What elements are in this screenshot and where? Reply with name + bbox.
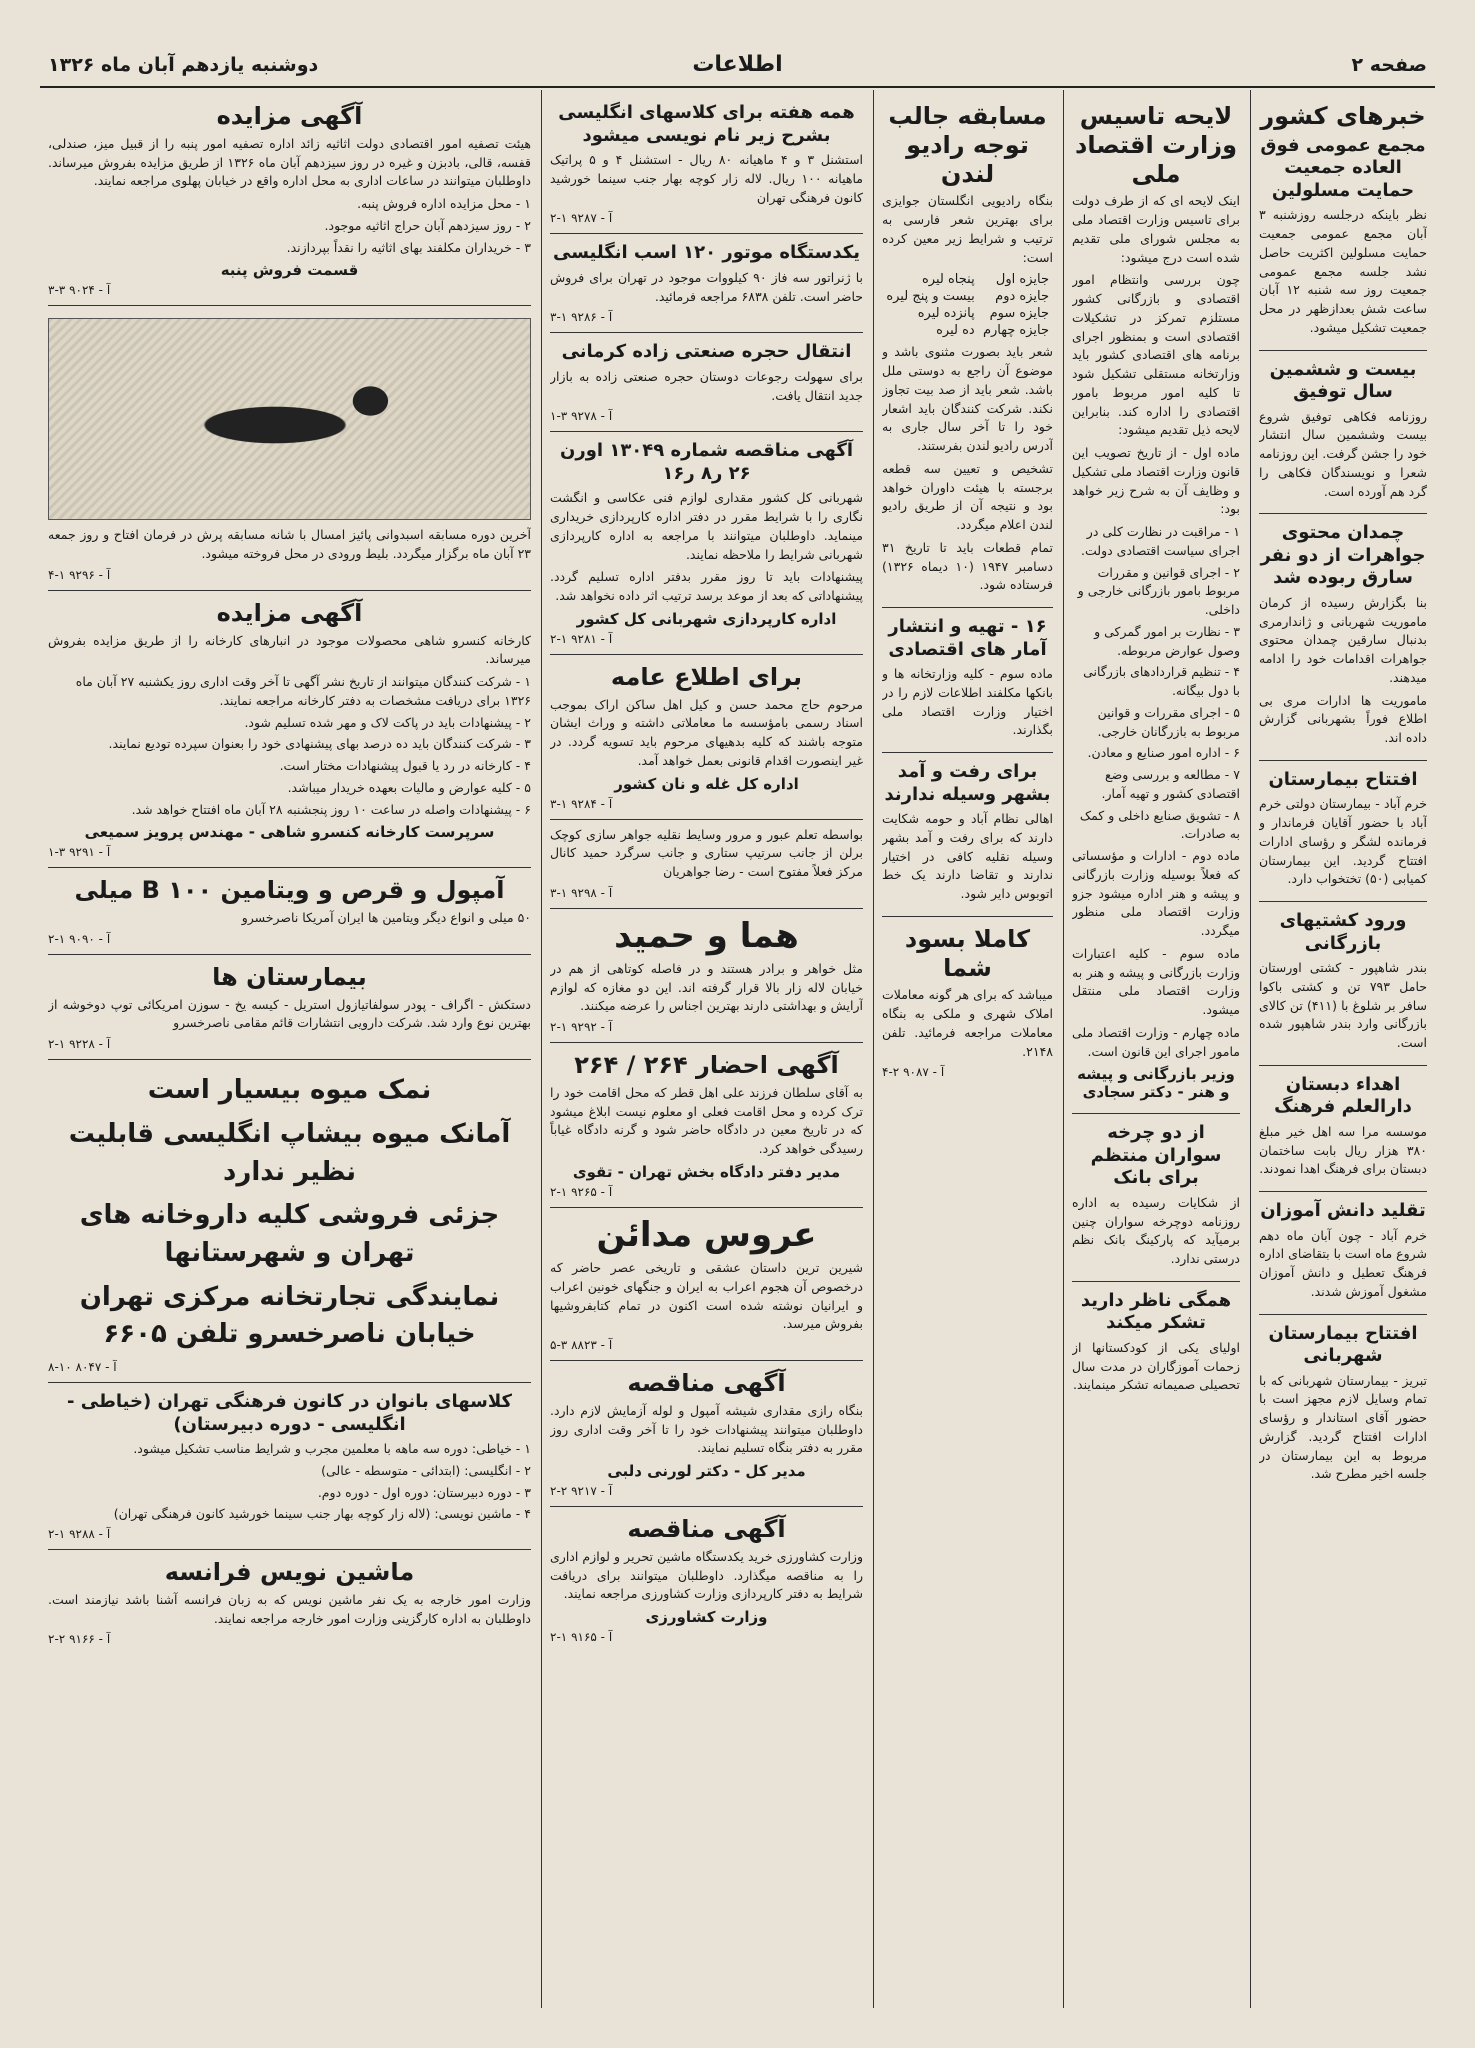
prize-amount: ده لیره <box>936 323 975 339</box>
article-body: تبریز - بیمارستان شهربانی که با تمام وسایل لازم مجهز است با حضور آقای استاندار و رؤسای ادارات افتتاح گردید. گزارش مربوط به این بیمارستان در جلسه اخیر مطرح شد. <box>1259 1372 1427 1482</box>
bill-article <box>1072 94 1240 1114</box>
list-item: ۳ - نظارت بر امور گمرکی و وصول عوارض مربوطه. <box>1094 623 1240 658</box>
list-item: ۶ - پیشنهادات واصله در ساعت ۱۰ روز پنجشنبه ۲۸ آبان ماه افتتاح خواهد شد. <box>131 801 531 817</box>
article-title: افتتاح بیمارستان <box>1268 768 1418 790</box>
article <box>1259 902 1427 1066</box>
ad <box>550 909 863 1043</box>
ad-code: آ - ۸۰۴۷ ۱۰-۸ <box>48 1360 117 1374</box>
article-title: از دو چرخه سواران منتظم برای بانک <box>1090 1122 1222 1189</box>
ad-title: آگهی مناقصه <box>627 1369 786 1398</box>
article-body: از شکایات رسیده به اداره روزنامه دوچرخه سواران چنین برمیآید که پارکینگ بانک نظم درستی ندارد. <box>1072 1194 1240 1267</box>
ad-headline: نمک میوه بیسیار است <box>147 1075 432 1106</box>
list-item: ۱ - شرکت کنندگان میتوانند از تاریخ نشر آگهی تا آخر وقت اداری روز یکشنبه ۲۷ آبان ماه ۱۳۲۶ برای دریافت مشخصات به دفتر کارخانه مراجعه نمایند. <box>75 674 531 708</box>
article <box>1259 1066 1427 1192</box>
ad <box>48 955 531 1060</box>
column-3 <box>873 90 1061 2008</box>
article-title: ورود کشتیهای بازرگانی <box>1279 910 1407 954</box>
ad-body: پیشنهادات باید تا روز مقرر بدفتر اداره تسلیم گردد. پیشنهاداتی که بعد از موعد برسد ترتیب اثر داده نخواهد شد. <box>550 569 863 603</box>
article-body: خرم آباد - چون آبان ماه دهم شروع ماه است با بتقاضای اداره فرهنگ تعطیل و دانش آموزان مشغول آموزش شدند. <box>1259 1227 1427 1299</box>
ad <box>48 868 531 955</box>
ad-code: آ - ۹۲۸۴ ۱-۳ <box>550 796 613 811</box>
page-header <box>40 40 1435 88</box>
horse-race-illustration <box>48 318 531 520</box>
list-item: ۳ - شرکت کنندگان باید ده درصد بهای پیشنهادی خود را بعنوان سپرده تودیع نمایند. <box>108 736 531 752</box>
ad-body: مرحوم حاج محمد حسن و کیل اهل ساکن اراک بموجب اسناد رسمی بامؤسسه ما معاملاتی داشته و وراث ایشان متوجه باشند که کلیه بدهیهای مرحوم باید تسویه گردد. در غیر اینصورت اقدام قانونی بعمل خواهد آمد. <box>550 696 863 768</box>
list-item: ۳ - دوره دبیرستان: دوره اول - دوره دوم. <box>317 1484 531 1500</box>
list-item: ۱ - مراقبت در نظارت کلی در اجرای سیاست اقتصادی دولت. <box>1081 524 1240 558</box>
page-number: صفحه ۲ <box>1351 54 1427 76</box>
fruit-salt-ad <box>48 1060 531 1383</box>
ad-body: میباشد که برای هر گونه معاملات املاک شهری و ملکی به بنگاه معاملات مراجعه فرمائید. تلفن ۲۱۴۸. <box>882 987 1053 1059</box>
signature: وزیر بازرگانی و پیشه و هنر - دکتر سجادی <box>1077 1065 1235 1102</box>
ad <box>550 820 863 909</box>
article <box>1072 1282 1240 1407</box>
signature: مدیر کل - دکتر لورنی دلبی <box>607 1462 806 1481</box>
race-ad <box>48 306 531 591</box>
ad-code: آ - ۹۰۲۴ ۳-۳ <box>48 283 111 298</box>
article-clause: ماده چهارم - وزارت اقتصاد ملی مامور اجرای این قانون است. <box>1072 1024 1240 1059</box>
list-item: ۷ - مطالعه و بررسی وضع اقتصادی کشور و تهیه آمار. <box>1101 767 1240 801</box>
table-row <box>882 271 1053 288</box>
ad <box>550 94 863 234</box>
ad-body: ۵۰ میلی و انواع دیگر ویتامین ها ایران آمریکا ناصرخسرو <box>241 910 531 926</box>
article <box>1259 1315 1427 1497</box>
list-item: ۱ - محل مزایده اداره فروش پنبه. <box>357 196 531 212</box>
ad-code: آ - ۹۲۷۸ ۳-۱ <box>550 409 613 424</box>
article-body: موسسه مرا سه اهل خیر مبلغ ۳۸۰ هزار ریال بابت ساختمان دبستان برای فرهنگ اهدا نمودند. <box>1259 1123 1427 1177</box>
ad-title: کلاسهای بانوان در کانون فرهنگی تهران (خیاطی - انگلیسی - دوره دبیرستان) <box>67 1391 512 1435</box>
list-item: ۴ - تنظیم قراردادهای بازرگانی با دول بیگانه. <box>1083 664 1240 699</box>
column-2 <box>1063 90 1248 2008</box>
article <box>1259 514 1427 761</box>
article-title: افتتاح بیمارستان شهربانی <box>1268 1322 1418 1367</box>
article-body: نظر باینکه درجلسه روزشنبه ۳ آبان مجمع عمومی جمعیت حمایت مسلولین اکثریت حاصل نشد جلسه مجمع عمومی جمعیت روز سه شنبه ۱۲ آبان ساعت شش بعدازظهر در محل جمعیت تشکیل میشود. <box>1259 207 1427 335</box>
table-row <box>882 322 1053 339</box>
ad <box>550 432 863 655</box>
list-item: ۲ - انگلیسی: (ابتدائی - متوسطه - عالی) <box>321 1462 531 1478</box>
article-title: مجمع عمومی فوق العاده جمعیت حمایت مسلولین <box>1260 134 1426 201</box>
list-item: ۵ - اجرای مقررات و قوانین مربوط به بازرگانان خارجی. <box>1097 704 1240 739</box>
ad-title: کاملا بسود شما <box>904 924 1031 982</box>
article-title: همگی ناظر دارید تشکر میکند <box>1080 1289 1232 1334</box>
ad <box>550 1043 863 1208</box>
prize-amount: پانزده لیره <box>917 306 975 322</box>
signature: قسمت فروش پنبه <box>220 261 359 280</box>
list-item: ۸ - تشویق صنایع داخلی و کمک به صادرات. <box>1079 807 1240 842</box>
ad-code: آ - ۹۲۸۶ ۱-۳ <box>550 310 613 325</box>
article <box>1259 351 1427 515</box>
article-body: روزنامه فکاهی توفیق شروع بیست وششمین سال انتشار خود را جشن گرفت. این روزنامه شعرا و نویسندگان فکاهی را گرد هم آورده است. <box>1259 408 1427 499</box>
article-title: مسابقه جالب توجه رادیو لندن <box>888 102 1047 188</box>
ad-body: شیرین ترین داستان عشقی و تاریخی عصر حاضر که درخصوص آن هجوم اعراب به ایران و جنگهای خونین اعراب و ایرانیان نوشته شده است اکنون در تمام کتابفروشیها بفروش میرسد. <box>550 1260 863 1332</box>
list-item: ۶ - اداره امور صنایع و معادن. <box>1087 745 1240 761</box>
ad <box>48 1383 531 1550</box>
ad <box>550 655 863 820</box>
ad-body: کارخانه کنسرو شاهی محصولات موجود در انبارهای کارخانه را از طریق مزایده بفروش میرساند. <box>48 632 531 667</box>
article <box>1259 1192 1427 1315</box>
ad-body: برای سهولت رجوعات دوستان حجره صنعتی زاده به بازار جدید انتقال یافت. <box>550 368 863 403</box>
signature: اداره کل غله و نان کشور <box>614 774 799 793</box>
ad-body: هیئت تصفیه امور اقتصادی دولت اثاثیه زائد اداره تصفیه امور پنبه را از قبیل میز، صندلی، قفسه، قالی، بادبزن و غیره در روز سیزدهم آبان ماه ۱۳۲۶ از طریق مزایده بفروش میرساند. داوطلبان میتوانند در ساعات اداری به محل اداره واقع در خیابان پهلوی مراجعه نمایند. <box>48 135 531 189</box>
ad-title: بیمارستان ها <box>212 962 367 991</box>
section-title: خبرهای کشور <box>1260 102 1426 130</box>
prize-table <box>882 271 1053 339</box>
ad-code: آ - ۹۰۹۰ ۱-۲ <box>48 931 111 946</box>
ad-headline: آمانک میوه بیشاپ انگلیسی قابلیت نظیر ندارد <box>68 1118 511 1187</box>
ad-code: آ - ۹۲۹۸ ۱-۳ <box>550 885 613 900</box>
prize-rank: جایزه اول <box>995 272 1049 288</box>
horse-icon <box>145 359 434 479</box>
ad-body: استشنل ۳ و ۴ ماهیانه ۸۰ ریال - استشنل ۴ و ۵ پراتیک ماهیانه ۱۰۰ ریال. لاله زار کوچه بهار جنب سینما خورشید کانون فرهنگی تهران <box>550 152 863 205</box>
table-row <box>882 288 1053 305</box>
ad-subline: نمایندگی تجارتخانه مرکزی تهران خیابان ناصرخسرو تلفن ۶۶۰۵ <box>79 1281 500 1350</box>
signature: اداره کارپردازی شهربانی کل کشور <box>576 609 837 628</box>
ad-title: آگهی احضار ۲۶۴ / ۲۶۴ <box>574 1051 839 1080</box>
ad-code: آ - ۹۲۶۵ ۱-۲ <box>550 1184 613 1199</box>
ad-code: آ - ۹۲۹۶ ۱-۴ <box>48 567 111 582</box>
ad-body: بواسطه تعلم عبور و مرور وسایط نقلیه جواهر سازی کوچک برلن از جانب سرتیپ ستاری و جانب سرگرد حمید کانال مرکز فعلاً مفتوح است - رضا جواهریان <box>550 826 863 880</box>
ad-title: آگهی مزایده <box>216 102 363 130</box>
signature: مدیر دفتر دادگاه بخش تهران - تقوی <box>572 1162 841 1181</box>
ad-body: شهربانی کل کشور مقداری لوازم فنی عکاسی و انگشت نگاری را با شرایط مقرر در دفتر اداره کارپردازی خریداری مینماید. داوطلبان میتوانند با مراجعه به اداره کارپردازی شهربانی شرایط را ملاحظه نمایند. <box>550 490 863 562</box>
article <box>1072 1114 1240 1282</box>
ad-subline: جزئی فروشی کلیه داروخانه های تهران و شهرستانها <box>79 1200 500 1268</box>
ad <box>882 917 1053 1088</box>
prize-rank: جایزه سوم <box>989 306 1049 322</box>
ad-body: به آقای سلطان فرزند علی اهل قطر که محل اقامت خود را ترک کرده و محل اقامت فعلی او معلوم نیست ابلاغ میشود که در تاریخ معین در دادگاه حاضر شود و گرنه دادگاه غیاباً رسیدگی خواهد کرد. <box>550 1084 863 1157</box>
ad <box>48 591 531 869</box>
article-title: اهداء دبستان دارالعلم فرهنگ <box>1274 1073 1412 1118</box>
article-body: خرم آباد - بیمارستان دولتی خرم آباد با حضور آقایان فرماندار و فرمانده لشگر و رؤسای ادارات افتتاح گردید. این بیمارستان کمیابی (۵۰) تختخواب دارد. <box>1259 796 1427 887</box>
column-5 <box>40 90 539 2008</box>
article-clause: ماده دوم - ادارات و مؤسساتی که فعلاً بوسیله وزارت بازرگانی و پیشه و هنر اداره میشود جزو وزارت اقتصاد ملی منظور میگردد. <box>1072 848 1240 939</box>
article <box>882 608 1053 753</box>
article-body: تمام قطعات باید تا تاریخ ۳۱ دسامبر ۱۹۴۷ (۱۰ دیماه ۱۳۲۶) فرستاده شود. <box>882 539 1053 593</box>
article-note: ماموریت ها ادارات مری بی اطلاع فوراً بشهربانی گزارش داده اند. <box>1259 692 1427 746</box>
list-item: ۱ - خیاطی: دوره سه ماهه با معلمین مجرب و شرایط مناسب تشکیل میشود. <box>133 1441 531 1456</box>
prize-amount: بیست و پنج لیره <box>886 289 975 305</box>
ad <box>550 1208 863 1361</box>
article-body: اولیای یکی از کودکستانها از زحمات آموزگاران در مدت سال تحصیلی صمیمانه تشکر مینمایند. <box>1072 1339 1240 1393</box>
ad-title: آگهی مناقصه <box>627 1515 786 1544</box>
ad-body: مثل خواهر و برادر هستند و در فاصله کوتاهی از هم در خیابان لاله زار بالا قرار گرفته اند. این دو مغازه که لوازم آرایش و بهداشتی دارند بهترین اجناس را عرضه میکنند. <box>550 960 863 1014</box>
ad-code: آ - ۹۲۸۱ ۱-۲ <box>550 631 613 646</box>
ad-code: آ - ۹۱۶۵ ۱-۲ <box>550 1630 613 1645</box>
ad <box>550 1361 863 1507</box>
column-1 <box>1250 90 1435 2008</box>
column-4 <box>541 90 871 2008</box>
list-item: ۲ - روز سیزدهم آبان حراج اثاثیه موجود. <box>324 217 531 233</box>
ad-code: آ - ۹۲۸۸ ۱-۲ <box>48 1527 111 1541</box>
list-item: ۲ - پیشنهادات باید در پاکت لاک و مهر شده تسلیم شود. <box>244 714 531 730</box>
ad-body: با ژنراتور سه فاز ۹۰ کیلووات موجود در تهران برای فروش حاضر است. تلفن ۶۸۳۸ مراجعه فرمائید. <box>550 269 863 304</box>
article-intro: بنگاه رادیویی انگلستان جوایزی برای بهترین شعر فارسی به ترتیب و شرایط زیر معین کرده است: <box>882 193 1053 265</box>
ad-code: آ - ۹۲۲۸ ۱-۲ <box>48 1037 111 1052</box>
ad-body: وزارت کشاورزی خرید یکدستگاه ماشین تحریر و لوازم اداری را به مناقصه میگذارد. داوطلبان میتوانند برای دریافت شرایط به دفتر کارپردازی وزارت کشاورزی مراجعه نمایند. <box>550 1548 863 1602</box>
ad <box>48 1550 531 1654</box>
article-body: بنا بگزارش رسیده از کرمان ماموریت شهربانی و ژاندارمری بدنبال سارقین چمدان محتوی جواهرات اقدامات خود را ادامه میدهند. <box>1259 594 1427 685</box>
ad-body: آخرین دوره مسابقه اسبدوانی پائیز امسال با شانه مسابقه پرش در فرمان افتاح و روز جمعه ۲۳ آبان ماه برگزار میگردد. بلیط ورودی در محل فروخته میشود. <box>48 527 531 562</box>
article-title: تقلید دانش آموزان <box>1260 1200 1426 1222</box>
prize-rank: جایزه دوم <box>995 289 1049 305</box>
article-clause: ماده سوم - کلیه اعتبارات وزارت بازرگانی و پیشه و هنر به وزارت اقتصاد ملی منتقل میشود. <box>1072 945 1240 1018</box>
ad-code: آ - ۹۲۸۷ ۱-۲ <box>550 211 613 226</box>
ad-title: برای اطلاع عامه <box>610 662 803 691</box>
article-title: لایحه تاسیس وزارت اقتصاد ملی <box>1075 102 1237 188</box>
ad-code: آ - ۹۲۹۱ ۳-۱ <box>48 845 111 860</box>
signature: سرپرست کارخانه کنسرو شاهی - مهندس پرویز سمیعی <box>84 823 495 842</box>
ad-title: آمپول و قرص و ویتامین B ۱۰۰ میلی <box>74 876 505 905</box>
ad-code: آ - ۸۸۲۳ ۳-۵ <box>550 1338 613 1353</box>
article <box>1259 761 1427 902</box>
issue-date: دوشنبه یازدهم آبان ماه ۱۳۲۶ <box>48 54 319 76</box>
ad-code: آ - ۹۰۸۷ ۲-۴ <box>882 1065 945 1080</box>
ad-title: هما و حمید <box>614 915 799 956</box>
article-body: تشخیص و تعیین سه قطعه برجسته با هیئت داوران خواهد بود و نتیجه آن از طریق رادیو لندن اعلام میگردد. <box>882 460 1053 533</box>
prize-amount: پنجاه لیره <box>921 272 975 288</box>
list-item: ۵ - کلیه عوارض و مالیات بعهده خریدار میباشد. <box>287 779 531 795</box>
ad <box>48 94 531 306</box>
list-item: ۴ - کارخانه در رد یا قبول پیشنهادات مختار است. <box>279 758 531 774</box>
article-intro: اینک لایحه ای که از طرف دولت برای تاسیس وزارت اقتصاد ملی به مجلس شورای ملی تقدیم شده است درج میشود: <box>1072 193 1240 265</box>
ad-title: آگهی مزایده <box>216 598 363 627</box>
article-title: بیست و ششمین سال توفیق <box>1269 358 1417 403</box>
ad-title: آگهی مناقصه شماره ۱۳۰۴۹ اورن ۲۶ ر۸ ر۱۶ <box>559 440 854 484</box>
article-title: ۱۶ - تهیه و انتشار آمار های اقتصادی <box>888 616 1047 660</box>
country-news-section <box>1259 94 1427 351</box>
ad <box>550 234 863 333</box>
article-title: چمدان محتوی جواهرات از دو نفر سارق ربوده شد <box>1260 522 1426 589</box>
ad-title: عروس مدائن <box>596 1214 817 1255</box>
article-body: اهالی نظام آباد و حومه شکایت دارند که برای رفت و آمد بشهر وسیله نقلیه کافی در اختیار ندارند و تقاضا دارند یک خط اتوبوس دایر شود. <box>882 811 1053 902</box>
ad <box>550 1507 863 1652</box>
contest-article <box>882 94 1053 608</box>
newspaper-name: اطلاعات <box>692 52 783 77</box>
prize-rank: جایزه چهارم <box>982 323 1049 339</box>
ad <box>550 333 863 432</box>
list-item: ۴ - ماشین نویسی: (لاله زار کوچه بهار جنب سینما خورشید کانون فرهنگی تهران) <box>113 1506 531 1522</box>
ad-code: آ - ۹۲۱۷ ۲-۲ <box>550 1484 613 1499</box>
table-row <box>882 305 1053 322</box>
article-body: شعر باید بصورت مثنوی باشد و موضوع آن راجع به دوستی ملل باشد. شعر باید از صد بیت تجاوز نکند. شرکت کنندگان باید اشعار خود را تا آخر سال جاری به آدرس رادیو لندن بفرستند. <box>882 344 1053 454</box>
ad-title: یکدستگاه موتور ۱۲۰ اسب انگلیسی <box>553 242 860 264</box>
list-item: ۲ - اجرای قوانین و مقررات مربوط بامور بازرگانی خارجی و داخلی. <box>1077 564 1240 618</box>
ad-body: دستکش - اگراف - پودر سولفاتیازول استریل - کیسه یخ - سوزن امریکائی توپ دوخوشه از بهترین نوع وارد شد. شرکت دارویی انتشارات قائم مقامی ناصرخسرو <box>48 996 531 1031</box>
signature: وزارت کشاورزی <box>645 1608 768 1627</box>
ad-code: آ - ۹۱۶۶ ۲-۲ <box>48 1632 111 1647</box>
ad-body: وزارت امور خارجه به یک نفر ماشین نویس که به زبان فرانسه آشنا باشد نیازمند است. داوطلبان به اداره کارگزینی وزارت امور خارجه مراجعه نمایند. <box>48 1591 531 1626</box>
article-body: بندر شاهپور - کشتی اورستان حامل ۷۹۳ تن و کشتی باکوا سافر بر شلوغ با (۴۱۱) تن کالای بازرگانی وارد بندر شاهپور شده است. <box>1259 960 1427 1051</box>
ad-body: بنگاه رازی مقداری شیشه آمپول و لوله آزمایش لازم دارد. داوطلبان میتوانند پیشنهادات خود را تا آخر وقت اداری روز مقرر به دفتر بنگاه تسلیم نمایند. <box>550 1402 863 1456</box>
article <box>882 753 1053 917</box>
article-body: چون بررسی وانتظام امور اقتصادی و بازرگانی کشور مستلزم تمرکز در تشکیلات اقتصادی است و بمنظور اجرای برنامه های اقتصادی کشور باید وزارتخانه مستقلی تشکیل شود تا کلیه امور مربوط بامور اقتصادی را اداره کند. بنابراین لایحه ذیل تقدیم میشود: <box>1072 272 1240 438</box>
article-body: ماده سوم - کلیه وزارتخانه ها و بانکها مکلفند اطلاعات لازم را در اختیار وزارت اقتصاد ملی بگذارند. <box>882 666 1053 738</box>
ad-title: ماشین نویس فرانسه <box>164 1558 415 1586</box>
ad-title: انتقال حجره صنعتی زاده کرمانی <box>561 341 852 363</box>
ad-title: همه هفته برای کلاسهای انگلیسی بشرح زیر نام نویسی میشود <box>558 102 855 146</box>
article-clause: ماده اول - از تاریخ تصویب این قانون وزارت اقتصاد ملی تشکیل و وظایف آن به شرح زیر خواهد بود: <box>1072 445 1240 517</box>
ad-code: آ - ۹۲۹۲ ۱-۲ <box>550 1020 613 1035</box>
article-title: برای رفت و آمد بشهر وسیله ندارند <box>884 761 1051 805</box>
list-item: ۳ - خریداران مکلفند بهای اثاثیه را نقداً بپردازند. <box>286 239 531 255</box>
